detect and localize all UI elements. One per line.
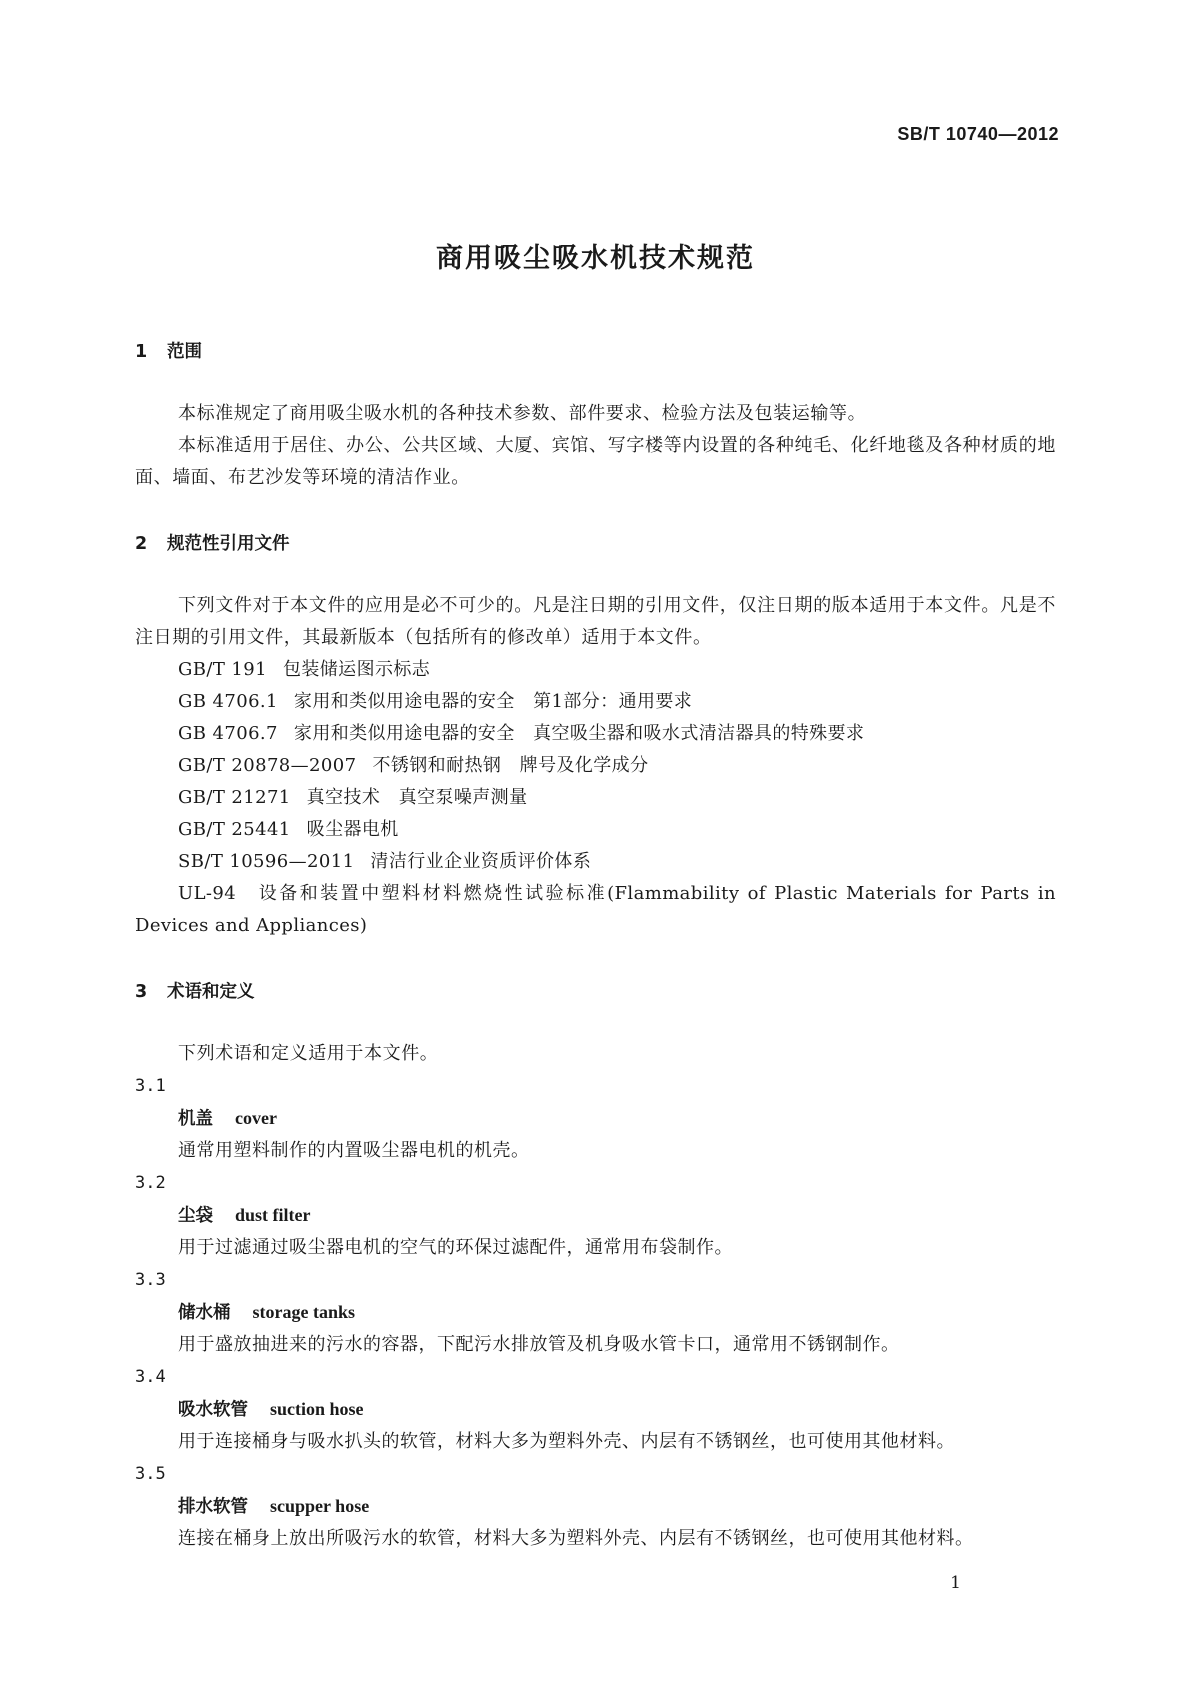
section-number: 2 — [135, 534, 148, 554]
scope-paragraph: 本标准规定了商用吸尘吸水机的各种技术参数、部件要求、检验方法及包装运输等。 — [178, 403, 867, 424]
section-heading-normative-references — [135, 528, 1056, 560]
term-number: 3.4 — [135, 1367, 166, 1387]
term-definition: 用于盛放抽进来的污水的容器，下配污水排放管及机身吸水管卡口，通常用不锈钢制作。 — [178, 1334, 900, 1355]
term-number: 3.2 — [135, 1173, 166, 1193]
reference-item — [135, 814, 1056, 846]
term-number: 3.1 — [135, 1076, 166, 1096]
section-title: 规范性引用文件 — [167, 534, 290, 554]
term-english: storage tanks — [252, 1302, 355, 1322]
term-name — [135, 1102, 1056, 1135]
term-chinese: 尘袋 — [178, 1206, 213, 1226]
reference-code: GB 4706.1 — [178, 691, 278, 712]
reference-item — [135, 686, 1056, 718]
term-chinese: 机盖 — [178, 1109, 213, 1129]
reference-title: 吸尘器电机 — [306, 819, 399, 840]
term-name — [135, 1393, 1056, 1426]
term-number: 3.3 — [135, 1270, 166, 1290]
term-definition: 用于连接桶身与吸水扒头的软管，材料大多为塑料外壳、内层有不锈钢丝，也可使用其他材料。 — [178, 1431, 955, 1452]
term-name — [135, 1199, 1056, 1232]
reference-item — [135, 654, 1056, 686]
reference-code: GB/T 25441 — [178, 819, 291, 840]
reference-item — [135, 782, 1056, 814]
terms-intro: 下列术语和定义适用于本文件。 — [178, 1043, 439, 1064]
reference-code: GB/T 20878—2007 — [178, 755, 357, 776]
page-number: 1 — [950, 1573, 961, 1593]
term-chinese: 储水桶 — [178, 1303, 231, 1323]
reference-title: 包装储运图示标志 — [282, 659, 431, 680]
reference-title: 真空技术 真空泵噪声测量 — [306, 787, 528, 808]
reference-title: 不锈钢和耐热钢 牌号及化学成分 — [372, 755, 649, 776]
term-definition: 用于过滤通过吸尘器电机的空气的环保过滤配件，通常用布袋制作。 — [178, 1237, 733, 1258]
scope-paragraph: 本标准适用于居住、办公、公共区域、大厦、宾馆、写字楼等内设置的各种纯毛、化纤地毯及各种材质的地面、墙面、布艺沙发等环境的清洁作业。 — [135, 435, 1056, 488]
section-number: 1 — [135, 342, 148, 362]
document-title: 商用吸尘吸水机技术规范 — [436, 243, 755, 274]
document-body — [135, 336, 1056, 1555]
term-english: scupper hose — [270, 1496, 370, 1516]
reference-title: 家用和类似用途电器的安全 真空吸尘器和吸水式清洁器具的特殊要求 — [293, 723, 865, 744]
section-title: 术语和定义 — [167, 982, 255, 1002]
term-name — [135, 1296, 1056, 1329]
reference-item — [135, 750, 1056, 782]
reference-code: GB/T 21271 — [178, 787, 291, 808]
reference-code: GB/T 191 — [178, 659, 267, 680]
term-english: suction hose — [270, 1399, 364, 1419]
term-name — [135, 1490, 1056, 1523]
section-heading-scope — [135, 336, 1056, 368]
term-chinese: 吸水软管 — [178, 1400, 248, 1420]
reference-item-ul94: UL-94 设备和装置中塑料材料燃烧性试验标准(Flammability of Plastic Materials for Parts in Devices and Appliances) — [135, 883, 1056, 936]
term-chinese: 排水软管 — [178, 1497, 248, 1517]
term-number: 3.5 — [135, 1464, 166, 1484]
references-intro: 下列文件对于本文件的应用是必不可少的。凡是注日期的引用文件，仅注日期的版本适用于本文件。凡是不注日期的引用文件，其最新版本（包括所有的修改单）适用于本文件。 — [135, 595, 1056, 648]
reference-title: 清洁行业企业资质评价体系 — [370, 851, 592, 872]
standard-code: SB/T 10740—2012 — [897, 124, 1059, 144]
term-definition: 连接在桶身上放出所吸污水的软管，材料大多为塑料外壳、内层有不锈钢丝，也可使用其他材料。 — [178, 1528, 974, 1549]
term-definition: 通常用塑料制作的内置吸尘器电机的机壳。 — [178, 1140, 530, 1161]
term-english: cover — [235, 1108, 277, 1128]
section-heading-terms-definitions — [135, 976, 1056, 1008]
reference-title: 家用和类似用途电器的安全 第1部分：通用要求 — [293, 691, 693, 712]
reference-item — [135, 846, 1056, 878]
section-title: 范围 — [167, 342, 202, 362]
reference-code: GB 4706.7 — [178, 723, 278, 744]
reference-item — [135, 718, 1056, 750]
term-english: dust filter — [235, 1205, 311, 1225]
reference-code: SB/T 10596—2011 — [178, 851, 355, 872]
section-number: 3 — [135, 982, 148, 1002]
